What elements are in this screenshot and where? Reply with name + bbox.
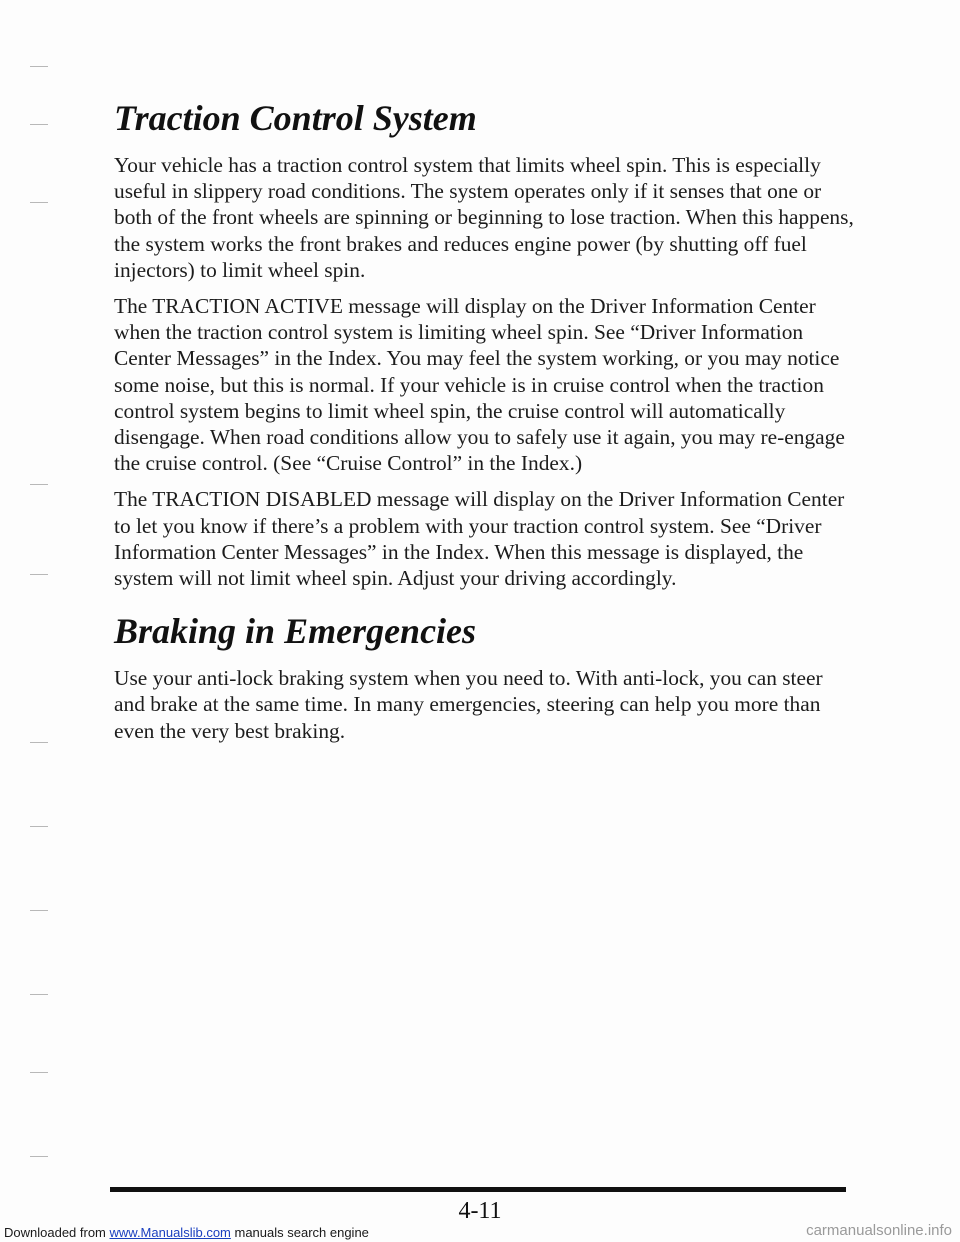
margin-tick: [30, 1072, 48, 1073]
watermark-suffix: manuals search engine: [230, 1225, 369, 1240]
paragraph: Your vehicle has a traction control system that limits wheel spin. This is especially useful in slippery road conditions. The system operates only if it senses that one or both of the front wheels are spinning or beginning to lose traction. When this happens, the system works the front brakes and reduces engine power (by shutting off fuel injectors) to limit wheel spin.: [114, 153, 854, 282]
margin-tick: [30, 124, 48, 125]
margin-tick: [30, 574, 48, 575]
margin-tick: [30, 910, 48, 911]
download-watermark: [0, 1224, 960, 1242]
margin-tick: [30, 202, 48, 203]
margin-tick: [30, 742, 48, 743]
margin-tick: [30, 826, 48, 827]
watermark-site: carmanualsonline.info: [806, 1222, 952, 1239]
margin-tick: [30, 1156, 48, 1157]
margin-tick: [30, 66, 48, 67]
page-number: 4-11: [458, 1198, 502, 1224]
section-heading-traction-control: Traction Control System: [114, 98, 477, 138]
footer-rule: [110, 1187, 846, 1192]
paragraph: The TRACTION ACTIVE message will display on the Driver Information Center when the traction control system is limiting wheel spin. See “Driver Information Center Messages” in the Index. You may feel the system working, or you may notice some noise, but this is normal. If your vehicle is in cruise control when the traction control system begins to limit wheel spin, the cruise control will automatically disengage. When road conditions allow you to safely use it again, you may re-engage the cruise control. (See “Cruise Control” in the Index.): [114, 294, 845, 476]
watermark-source: [4, 1224, 369, 1242]
page-content: [114, 98, 854, 754]
section-heading-braking-emergencies: Braking in Emergencies: [114, 611, 477, 652]
margin-tick: [30, 484, 48, 485]
watermark-prefix: Downloaded from: [4, 1225, 110, 1240]
manualslib-link[interactable]: www.Manualslib.com: [109, 1225, 231, 1240]
paragraph: The TRACTION DISABLED message will display on the Driver Information Center to let you know if there’s a problem with your traction control system. See “Driver Information Center Messages” in the Index. When this message is displayed, the system will not limit wheel spin. Adjust your driving accordingly.: [114, 487, 845, 591]
paragraph: Use your anti-lock braking system when you need to. With anti-lock, you can steer and brake at the same time. In many emergencies, steering can help you more than even the very best braking.: [114, 666, 823, 743]
margin-tick: [30, 994, 48, 995]
